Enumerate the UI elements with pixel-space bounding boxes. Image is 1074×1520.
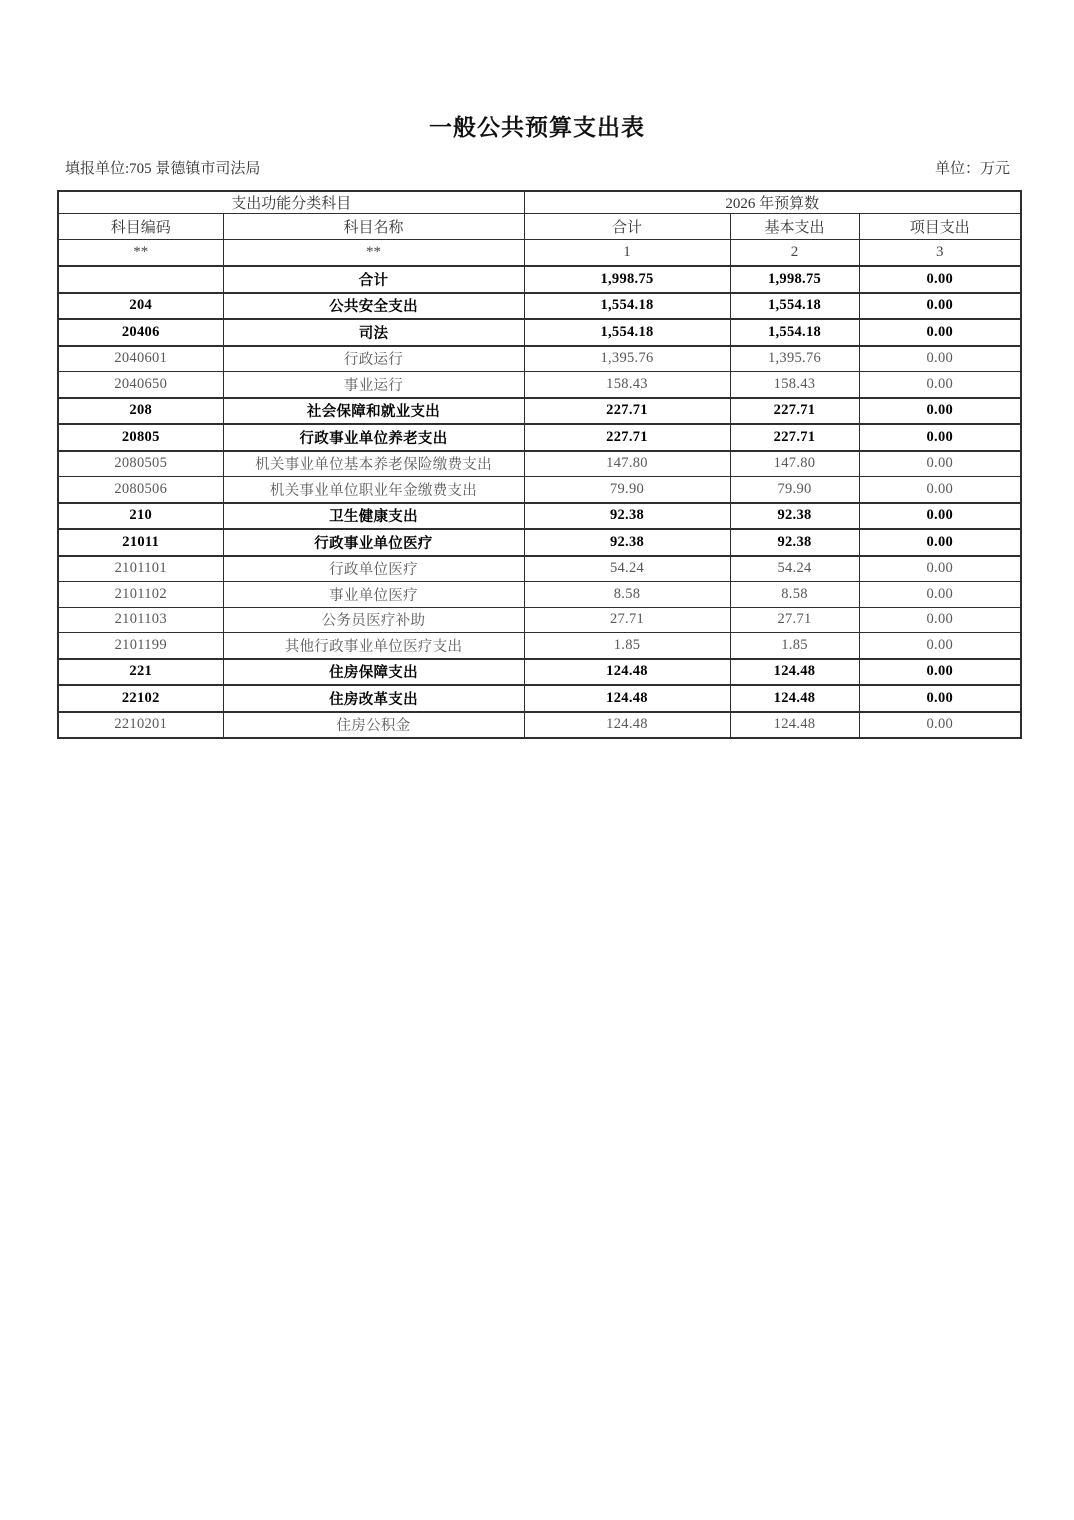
cell-subject-name: 合计 <box>223 266 524 293</box>
cell-subject-code: 21011 <box>58 529 223 556</box>
table-row <box>58 398 1021 425</box>
index-cell-1: 1 <box>524 240 730 267</box>
cell-basic-expenditure: 124.48 <box>730 685 859 712</box>
cell-basic-expenditure: 1,554.18 <box>730 319 859 346</box>
cell-subject-code: 2040650 <box>58 372 223 398</box>
table-row <box>58 346 1021 372</box>
cell-total: 1,554.18 <box>524 293 730 320</box>
index-row <box>58 240 1021 267</box>
cell-project-expenditure: 0.00 <box>859 685 1021 712</box>
cell-total: 147.80 <box>524 451 730 477</box>
table-row <box>58 266 1021 293</box>
col-header-subject-name: 科目名称 <box>223 214 524 240</box>
cell-subject-code: 20805 <box>58 424 223 451</box>
cell-subject-name: 卫生健康支出 <box>223 503 524 530</box>
cell-project-expenditure: 0.00 <box>859 633 1021 659</box>
cell-subject-name: 公共安全支出 <box>223 293 524 320</box>
cell-basic-expenditure: 92.38 <box>730 503 859 530</box>
cell-subject-code: 208 <box>58 398 223 425</box>
table-row <box>58 451 1021 477</box>
group-header-function-classification: 支出功能分类科目 <box>58 191 524 214</box>
cell-total: 124.48 <box>524 659 730 686</box>
cell-subject-code: 2101199 <box>58 633 223 659</box>
cell-subject-name: 事业单位医疗 <box>223 582 524 608</box>
cell-subject-name: 司法 <box>223 319 524 346</box>
cell-project-expenditure: 0.00 <box>859 582 1021 608</box>
cell-total: 54.24 <box>524 556 730 582</box>
cell-total: 1,554.18 <box>524 319 730 346</box>
cell-basic-expenditure: 124.48 <box>730 659 859 686</box>
cell-project-expenditure: 0.00 <box>859 503 1021 530</box>
cell-total: 8.58 <box>524 582 730 608</box>
cell-basic-expenditure: 1,395.76 <box>730 346 859 372</box>
table-row <box>58 477 1021 503</box>
cell-subject-name: 其他行政事业单位医疗支出 <box>223 633 524 659</box>
cell-subject-code: 221 <box>58 659 223 686</box>
cell-subject-name: 机关事业单位职业年金缴费支出 <box>223 477 524 503</box>
cell-subject-name: 社会保障和就业支出 <box>223 398 524 425</box>
cell-subject-name: 行政单位医疗 <box>223 556 524 582</box>
cell-total: 227.71 <box>524 424 730 451</box>
table-row <box>58 372 1021 398</box>
cell-basic-expenditure: 158.43 <box>730 372 859 398</box>
cell-project-expenditure: 0.00 <box>859 607 1021 633</box>
cell-total: 1.85 <box>524 633 730 659</box>
table-header <box>58 191 1021 266</box>
cell-subject-name: 行政事业单位医疗 <box>223 529 524 556</box>
table-row <box>58 685 1021 712</box>
cell-total: 158.43 <box>524 372 730 398</box>
cell-subject-code: 2080505 <box>58 451 223 477</box>
cell-subject-code <box>58 266 223 293</box>
cell-subject-code: 204 <box>58 293 223 320</box>
cell-basic-expenditure: 92.38 <box>730 529 859 556</box>
cell-basic-expenditure: 227.71 <box>730 398 859 425</box>
cell-total: 27.71 <box>524 607 730 633</box>
col-header-total: 合计 <box>524 214 730 240</box>
cell-basic-expenditure: 1,554.18 <box>730 293 859 320</box>
table-row <box>58 607 1021 633</box>
index-cell-code: ** <box>58 240 223 267</box>
group-header-budget-2026: 2026 年预算数 <box>524 191 1021 214</box>
col-header-subject-code: 科目编码 <box>58 214 223 240</box>
cell-subject-code: 20406 <box>58 319 223 346</box>
table-row <box>58 582 1021 608</box>
cell-project-expenditure: 0.00 <box>859 293 1021 320</box>
reporting-unit-label: 填报单位:705 景德镇市司法局 <box>65 161 261 177</box>
cell-subject-name: 事业运行 <box>223 372 524 398</box>
table-row <box>58 633 1021 659</box>
table-row <box>58 712 1021 739</box>
cell-subject-name: 住房改革支出 <box>223 685 524 712</box>
index-cell-2: 2 <box>730 240 859 267</box>
cell-basic-expenditure: 79.90 <box>730 477 859 503</box>
cell-subject-code: 2101103 <box>58 607 223 633</box>
cell-project-expenditure: 0.00 <box>859 372 1021 398</box>
cell-project-expenditure: 0.00 <box>859 398 1021 425</box>
cell-total: 1,998.75 <box>524 266 730 293</box>
cell-basic-expenditure: 147.80 <box>730 451 859 477</box>
cell-project-expenditure: 0.00 <box>859 712 1021 739</box>
table-row <box>58 503 1021 530</box>
page-title: 一般公共预算支出表 <box>429 115 645 140</box>
cell-basic-expenditure: 27.71 <box>730 607 859 633</box>
cell-project-expenditure: 0.00 <box>859 451 1021 477</box>
cell-total: 79.90 <box>524 477 730 503</box>
index-cell-name: ** <box>223 240 524 267</box>
table-row <box>58 659 1021 686</box>
cell-project-expenditure: 0.00 <box>859 346 1021 372</box>
cell-basic-expenditure: 227.71 <box>730 424 859 451</box>
cell-subject-code: 2080506 <box>58 477 223 503</box>
cell-project-expenditure: 0.00 <box>859 424 1021 451</box>
cell-project-expenditure: 0.00 <box>859 319 1021 346</box>
cell-total: 92.38 <box>524 529 730 556</box>
cell-total: 124.48 <box>524 712 730 739</box>
cell-subject-code: 2210201 <box>58 712 223 739</box>
cell-basic-expenditure: 1.85 <box>730 633 859 659</box>
cell-project-expenditure: 0.00 <box>859 477 1021 503</box>
cell-subject-name: 行政事业单位养老支出 <box>223 424 524 451</box>
cell-total: 124.48 <box>524 685 730 712</box>
meta-row <box>65 157 1010 178</box>
table-body <box>58 266 1021 738</box>
cell-project-expenditure: 0.00 <box>859 266 1021 293</box>
cell-basic-expenditure: 54.24 <box>730 556 859 582</box>
cell-total: 1,395.76 <box>524 346 730 372</box>
unit-label: 单位：万元 <box>934 161 1010 177</box>
cell-project-expenditure: 0.00 <box>859 556 1021 582</box>
cell-subject-code: 2040601 <box>58 346 223 372</box>
cell-total: 92.38 <box>524 503 730 530</box>
cell-total: 227.71 <box>524 398 730 425</box>
table-row <box>58 529 1021 556</box>
cell-subject-code: 22102 <box>58 685 223 712</box>
cell-subject-name: 公务员医疗补助 <box>223 607 524 633</box>
cell-project-expenditure: 0.00 <box>859 529 1021 556</box>
table-row <box>58 293 1021 320</box>
column-header-row <box>58 214 1021 240</box>
table-row <box>58 556 1021 582</box>
cell-subject-name: 住房保障支出 <box>223 659 524 686</box>
cell-basic-expenditure: 124.48 <box>730 712 859 739</box>
cell-subject-code: 2101102 <box>58 582 223 608</box>
cell-project-expenditure: 0.00 <box>859 659 1021 686</box>
cell-subject-name: 住房公积金 <box>223 712 524 739</box>
col-header-project-expenditure: 项目支出 <box>859 214 1021 240</box>
table-row <box>58 319 1021 346</box>
group-header-row <box>58 191 1021 214</box>
cell-subject-code: 2101101 <box>58 556 223 582</box>
col-header-basic-expenditure: 基本支出 <box>730 214 859 240</box>
table-row <box>58 424 1021 451</box>
budget-table <box>57 190 1022 739</box>
cell-subject-code: 210 <box>58 503 223 530</box>
cell-basic-expenditure: 1,998.75 <box>730 266 859 293</box>
index-cell-3: 3 <box>859 240 1021 267</box>
cell-basic-expenditure: 8.58 <box>730 582 859 608</box>
cell-subject-name: 行政运行 <box>223 346 524 372</box>
cell-subject-name: 机关事业单位基本养老保险缴费支出 <box>223 451 524 477</box>
